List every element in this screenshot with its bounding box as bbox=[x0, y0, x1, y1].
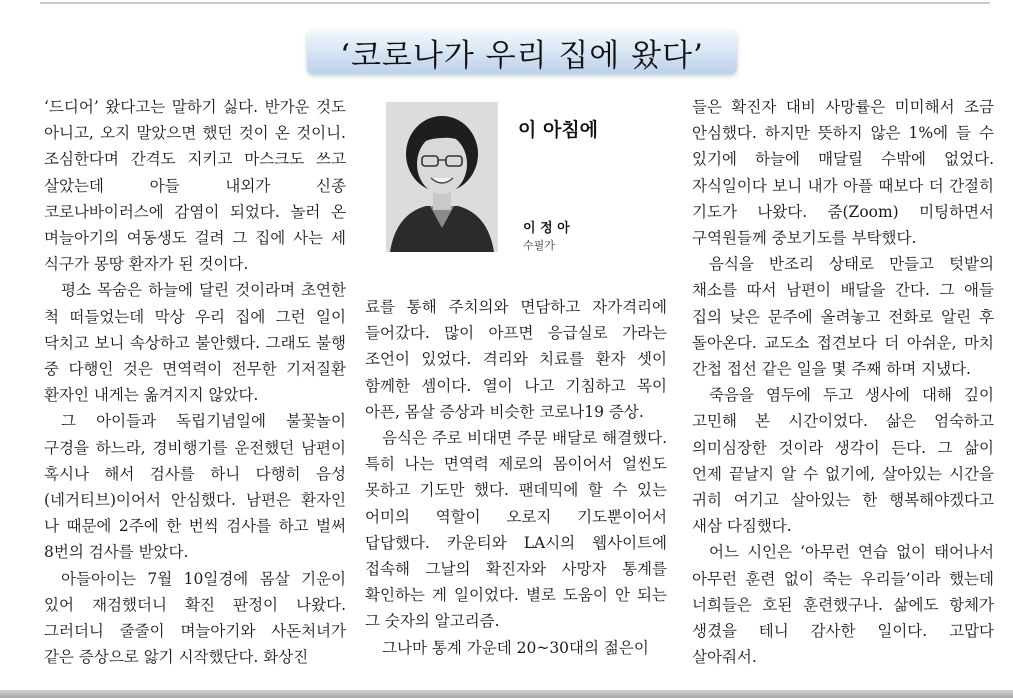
bottom-divider bbox=[0, 690, 1013, 698]
author-portrait bbox=[386, 102, 498, 252]
article-column-3 bbox=[692, 94, 994, 684]
paragraph: 어느 시인은 ‘아무런 연습 없이 태어나서 아무런 훈련 없이 죽는 우리들’이라 했는데 너희들은 호된 훈련했구나. 삶에도 항체가 생겼을 테니 감사한 일이다. 고맙다 살아줘서. bbox=[692, 543, 994, 667]
paragraph: 음식을 반조리 상태로 만들고 텃밭의 채소를 따서 남편이 배달을 간다. 그 애들 집의 낮은 문주에 올려놓고 전화로 알린 후 돌아온다. 교도소 접견보다 더 아쉬운, 마치 간첩 접선 같은 일을 몇 주째 하며 지냈다. bbox=[692, 255, 994, 379]
paragraph: ‘드디어’ 왔다고는 말하기 싫다. 반가운 것도 아니고, 오지 말았으면 했던 것이 온 것이니. 조심한다며 간격도 지키고 마스크도 쓰고 살았는데 아들 내외가 신종 코로나바이러스에 감염이 되었다. 놀러 온 며늘아기의 여동생도 걸려 그 집에 사는 세 식구가 몽땅 환자가 된 것이다. bbox=[44, 98, 346, 274]
article-column-2 bbox=[365, 294, 667, 684]
author-name: 이 정 아 bbox=[523, 221, 570, 236]
paragraph: 들은 확진자 대비 사망률은 미미해서 조금 안심했다. 하지만 뜻하지 않은 1%에 들 수 있기에 하늘에 매달릴 수밖에 없었다. 자식일이다 보니 내가 아플 때보다 더 간절히 기도가 나왔다. 줌(Zoom) 미팅하면서 구역원들께 중보기도를 부탁했다. bbox=[692, 98, 994, 248]
paragraph: 료를 통해 주치의와 면담하고 자가격리에 들어갔다. 많이 아프면 응급실로 가라는 조언이 있었다. 격리와 치료를 환자 셋이 함께한 셈이다. 열이 나고 기침하고 목이 아픈, 몸살 증상과 비슷한 코로나19 증상. bbox=[365, 298, 667, 421]
paragraph: 평소 목숨은 하늘에 달린 것이라며 초연한 척 떠들었는데 막상 우리 집에 그런 일이 닥치고 보니 속상하고 불안했다. 그래도 불행 중 다행인 것은 면역력이 전무한 기저질환 환자인 내게는 옮겨지지 않았다. bbox=[44, 281, 346, 405]
author-portrait-image bbox=[386, 102, 498, 252]
article-column-1 bbox=[44, 94, 346, 684]
column-title: 이 아침에 bbox=[518, 119, 599, 141]
paragraph: 그 아이들과 독립기념일에 불꽃놀이 구경을 하느라, 경비행기를 운전했던 남편이 혹시나 해서 검사를 하니 다행히 음성(네거티브)이어서 안심했다. 남편은 환자인 나 때문에 2주에 한 번씩 검사를 하고 벌써 8번의 검사를 받았다. bbox=[44, 412, 346, 562]
paragraph: 그나마 통계 가운데 20~30대의 젊은이 bbox=[382, 638, 649, 657]
paragraph: 죽음을 염두에 두고 생사에 대해 깊이 고민해 본 시간이었다. 삶은 엄숙하고 의미심장한 것이라 생각이 든다. 그 삶이 언제 끝날지 알 수 없기에, 살아있는 시간을 귀히 여기고 살아있는 한 행복해야겠다고 새삼 다짐했다. bbox=[692, 386, 994, 536]
article-headline: ‘코로나가 우리 집에 왔다’ bbox=[307, 30, 737, 74]
paragraph: 음식은 주로 비대면 주문 배달로 해결했다. 특히 나는 면역력 제로의 몸이어서 얼씬도 못하고 기도만 했다. 팬데믹에 할 수 있는 어미의 역할이 오로지 기도뿐이어서 답답했다. 카운티와 LA시의 웹사이트에 접속해 그날의 확진자와 사망자 통계를 확인하는 게 일이었다. 별로 도움이 안 되는 그 숫자의 알고리즘. bbox=[365, 429, 667, 631]
top-divider bbox=[40, 2, 990, 4]
paragraph: 아들아이는 7월 10일경에 몸살 기운이 있어 재검했더니 확진 판정이 나왔다. 그러더니 줄줄이 며늘아기와 사돈처녀가 같은 증상으로 앓기 시작했단다. 화상진 bbox=[44, 569, 346, 667]
author-role: 수필가 bbox=[523, 239, 555, 252]
